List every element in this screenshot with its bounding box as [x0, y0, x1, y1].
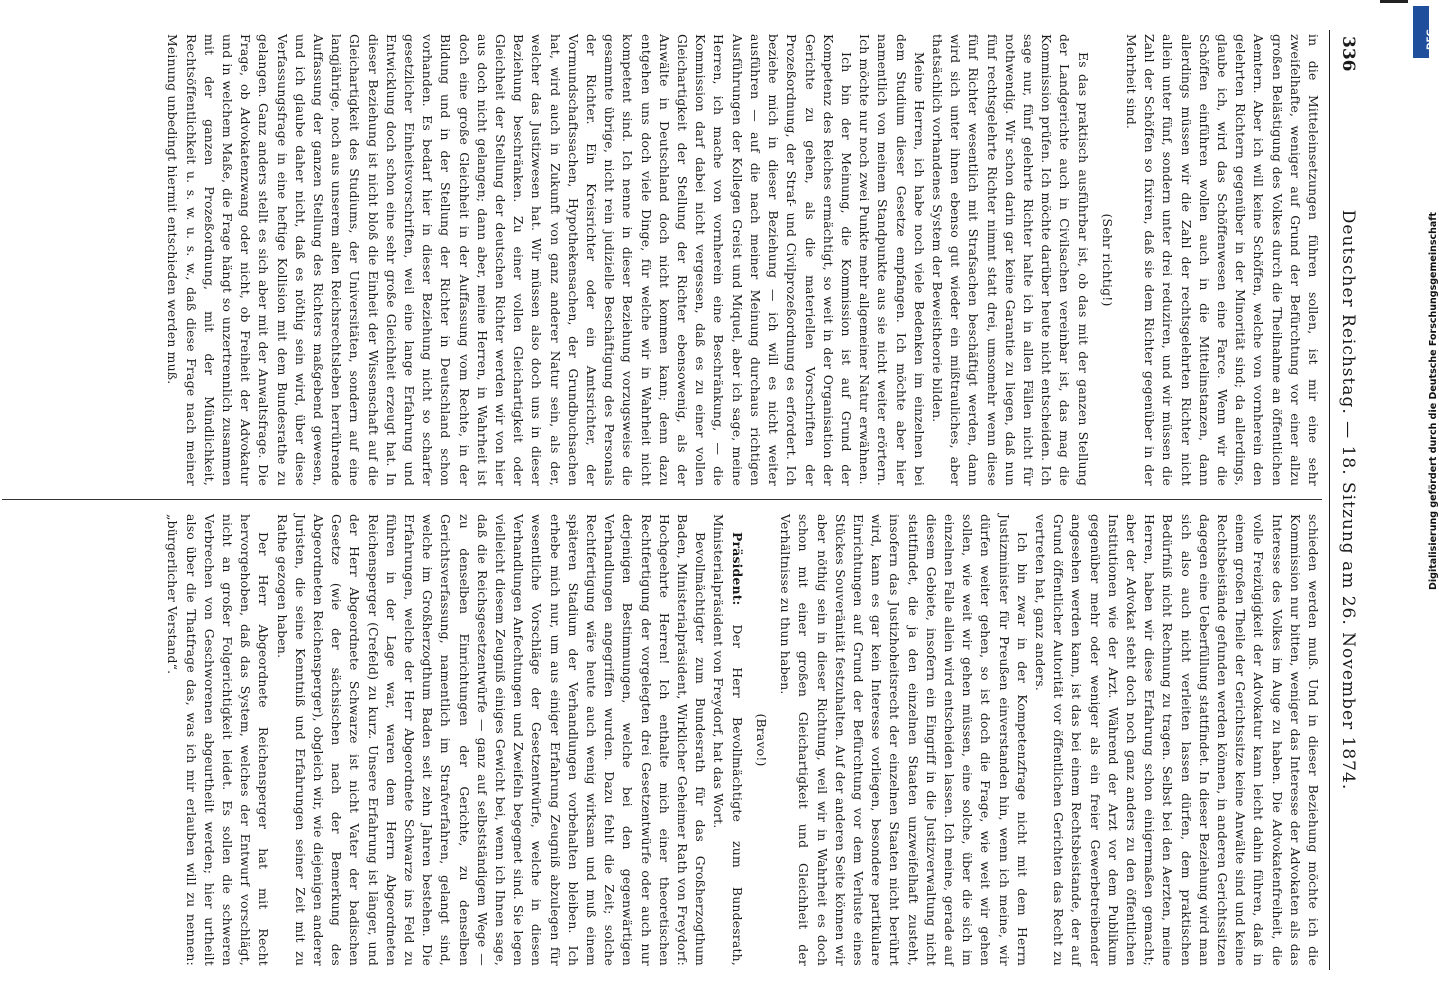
dfg-logo-text: DFG: [1426, 28, 1436, 50]
paragraph: Bevollmächtigter zum Bundesrath für das Großherzogthum Baden, Ministerialpräsident, Wirklicher Geheimer Rath von Freydorf: Hochgeehrte Herren! Ich enthalte mich einer theoretischen Rechtfertigung der vorgelegten drei Gesetzentwürfe oder auch nur derjenigen Bestimmungen, welche bei den gegenwärtigen Verhandlungen angegriffen wurden. Dazu fehlt die Zeit; solche Rechtfertigung wäre heute auch wenig wirksam und muß einem späteren Stadium der Verhandlungen vorbehalten bleiben. Ich erhebe mich nur, um aus einiger Erfahrung Zeugniß abzulegen für wesentliche Vorschläge der Gesetzentwürfe, welche in diesen Verhandlungen Anfechtungen und Zweifeln begegnet sind. Sie legen vielleicht diesem Zeugniß einiges Gewicht bei, wenn ich Ihnen sage, daß die Reichsgesetzentwürfe — ganz auf selbstständigem Wege — zu denselben Einrichtungen der Gerichte, zu denselben Gerichtsverfassung, namentlich im Strafverfahren, gelangt sind, welche im Großherzogthum Baden seit zehn Jahren bestehen. Die Erfahrungen, welche der Herr Abgeordnete Schwarze ins Feld zu führen in der Lage war, waren dem Herrn Abgeordneten Reichensperger (Crefeld) zu kurz. Unsere Erfahrung ist länger, und der Herr Abgeordnete Schwarze ist nicht Vater der badischen Gesetze (wie der sächsischen nach der Bemerkung des Abgeordneten Reichensperger), obgleich wir, wie diejenigen anderer Juristen, die seine Kenntniß und Erfahrungen seiner Zeit mit zu Rathe gezogen haben.: [274, 514, 709, 966]
paragraph: Der Herr Abgeordnete Reichensperger hat mit Recht hervorgehoben, daß das System, welches der Entwurf vorschlägt, nicht an großer Folgerichtigkeit leidet. Es sollen die schweren Verbrechen von Geschworenen abgeurtheilt werden; hier urtheilt also über die Thatfrage das, was ich mir erlauben will zu nennen: „bürgerlicher Verstand“.: [165, 514, 272, 966]
paragraph: Es das praktisch ausführbar ist, ob das mit der ganzen Stellung der Landgerichte auch in Civilsachen vereinbar ist, das mag die Kommission prüfen. Ich möchte darüber heute nicht entscheiden. Ich sage nur, fünf gelehrte Richter halte ich in allen Fällen nicht für nothwendig. Wir schon darin gar keine Garantie zu liegen, daß nun fünf rechtsgelehrte Richter nimmt statt drei, umsomehr wenn diese fünf Richter wesentlich mit Strafsachen beschäftigt werden, dann wird sich unter ihnen ebenso gut wieder ein mißtrauliches, aber thatsächlich vorhandenes System der Beweistheorie bilden.: [929, 34, 1091, 486]
column-divider: [2, 499, 1322, 500]
paragraph: Ich bin der Meinung, die Kommission ist auf Grund der Kompetenz des Reiches ermächtigt, so weit in der Organisation der Gerichte zu gehen, als die materiellen Vorschriften der Prozeßordnung, der Straf- und Civilprozeßordnung es erfordert. Ich beziehe mich in dieser Beziehung — ich will es nicht weiter ausführen — auf die nach meiner Meinung durchaus richtigen Ausführungen der Kollegen Greist und Miquel, aber ich sage, meine Herren, ich mache von vornherein eine Beschränkung, — die Kommission darf dabei nicht vergessen, daß es zu einer vollen Gleichartigkeit der Stellung der Richter ebensowenig, als der Anwälte in Deutschland doch nicht kommen kann; denn dazu entgehen uns doch viele Dinge, für welche wir in Wahrheit nicht kompetent sind. Ich nenne in dieser Beziehung vorzugsweise die gesammte übrige, nicht rein judizielle Beschäftigung des Personals der Richter. Ein Kreisrichter oder ein Amtsrichter, der Vormundschaftssachen, Hypothekensachen, der Grundbuchsachen hat, wird auch in Zukunft von ganz anderer Natur sein, als der, welcher das Justizwesen hat. Wir müssen also doch uns in dieser Beziehung beschränken. Zu einer vollen Gleichartigkeit oder Gleichheit der Stellung der deutschen Richter werden wir von hier aus doch nicht gelangen; dann aber, meine Herren, in Wahrheit ist doch eine große Gleichheit in der Auffassung vom Rechte, in der Bildung und in der Stellung der Richter in Deutschland schon vorhanden. Es bedarf hier in dieser Beziehung nicht so scharfer gesetzlicher Einheitsvorschriften, weil eine lange Erfahrung und Entwicklung doch schon eine sehr große Gleichheit erzeugt hat. In dieser Beziehung ist nicht bloß die Einheit der Wissenschaft auf die Gleichartigkeit des Studiums, der Universitäten, sondern auf eine langjährige, noch aus unserem alten Reichsrechtsleben herrührende Auffassung der ganzen Stellung des Richters maßgebend gewesen, und ich glaube daher nicht, daß es nöthig sein wird, über diese Verfassungsfrage in eine heftige Kollision mit dem Bundesrathe zu gelangen. Ganz anders stellt es sich aber mit der Anwaltsfrage. Die Frage, ob Advokatenzwang oder nicht, ob Freiheit der Advokatur und in welchem Maße, die Frage hängt so unzertrennlich zusammen mit der ganzen Prozeßordnung, mit der Mündlichkeit, Rechtsöffentlichkeit u. s. w. u. s. w., daß diese Frage nach meiner Meinung unbedingt hiermit entschieden werden muß.: [165, 34, 854, 486]
watermark-strip: [1410, 0, 1439, 1000]
paragraph: Ich bin zwar in der Kompetenzfrage nicht mit dem Herrn Justizminister für Preußen einverstanden hin, wenn ich meine, wir dürfen weiter gehen, so ist doch die Frage, wie weit wir gehen sollen, wie weit wir gehen müssen, eine solche, über die sich im einzelnen Falle allein wird entscheiden lassen. Ich meine, gerade auf diesem Gebiete, insofern ein Eingriff in die Justizverwaltung nicht stattfindet, die ja den einzelnen Staaten unzweifelhaft zusteht, insofern das Justizhoheitsrecht der einzelnen Staaten nicht berührt wird, kann es gar kein Interesse vorliegen, besondere partikulare Einrichtungen auf Grund der Befürchtung vor dem Verluste eines Stückes Souveränität festzuhalten. Auf der anderen Seite können wir aber nöthig sein in dieser Richtung, weil wir in Wahrheit es doch schon mit einer großen Gleichartigkeit und Gleichheit der Verhältnisse zu thun haben.: [778, 514, 1030, 966]
paragraph: Der Herr Bevollmächtigte zum Bundesrath, Ministerialpräsident von Freydorf, hat das Wort.: [711, 514, 745, 966]
paragraph: schieden werden muß. Und in dieser Beziehung möchte ich die Kommission nur bitten, weniger das Interesse der Advokaten als das Interesse des Volkes im Auge zu haben. Die Advokatenfreiheit, die volle Freizügigkeit der Advokatur kann leicht dahin führen, daß in einem großen Theile der Gerichtssitze keine Anwälte sind und keine Rechtsbeistände gefunden werden können, in anderen Gerichtssitzen dagegen eine Ueberfüllung stattfindet. In dieser Beziehung wird man sich also auch nicht verleiten lassen dürfen, dem praktischen Bedürfniß nicht Rechnung zu tragen. Selbst bei den Aerzten, meine Herren, haben wir diese Erfahrung schon einigermaßen gemacht; aber der Advokat steht doch noch ganz anders zu den öffentlichen Institutionen wie der Arzt. Während der Arzt vor dem Publikum gegenüber mehr oder weniger als ein freier Gewerbetreibender angesehen werden kann, ist das bei einem Rechtsbeistande, der auf Grund öffentlicher Autorität vor öffentlichen Gerichten das Recht zu vertreten hat, ganz anders.: [1032, 514, 1321, 966]
page-number: 336: [1338, 36, 1358, 72]
interjection: (Sehr richtig!): [1099, 213, 1115, 307]
interjection: (Bravo!): [753, 713, 769, 767]
scan-edge-mark: [1380, 0, 1408, 3]
watermark-text: Digitalisierung gefördert durch die Deutsche Forschungsgemeinschaft: [1428, 212, 1439, 590]
right-column: [2, 514, 1322, 966]
paragraph: Meine Herren, ich habe noch viele Bedenken im einzelnen bei dem Studium dieser Gesetze empfangen. Ich möchte aber hier namentlich von meinem Standpunkte aus sie nicht weiter erörtern. Ich möchte nur noch zwei Punkte mehr allgemeiner Natur erwähnen.: [857, 34, 927, 486]
paragraph: in die Mitteleinsetzungen führen sollen, ist mir eine sehr zweifelhafte, weniger auf Grund der Befürchtung vor einer allzu großen Belästigung des Volkes durch die Theilnahme an öffentlichen Aemtern. Aber ich will keine Schöffen, welche von vornherein den gelehrten Richtern gegenüber in der Minorität sind; da allerdings, glaube ich, wird das Schöffenwesen eine Farce. Wenn wir die Schöffen einführen wollen auch in die Mittelinstanzen, dann allerdings müssen wir die Zahl der rechtsgelehrten Richter nicht allein unter fünf, sondern unter drei reduziren, und wir müssen die Zahl der Schöffen so fixiren, daß sie dem Richter gegenüber in der Mehrheit sind.: [1123, 34, 1321, 486]
left-column: [2, 34, 1322, 486]
page-header: [1329, 30, 1366, 970]
speaker-label: Präsident:: [729, 532, 745, 606]
newspaper-page-rotated: [0, 30, 1366, 970]
text-columns: [2, 30, 1322, 970]
page-title: Deutscher Reichstag. — 18. Sitzung am 26. November 1874.: [1338, 209, 1358, 791]
dfg-logo: [1413, 6, 1436, 58]
